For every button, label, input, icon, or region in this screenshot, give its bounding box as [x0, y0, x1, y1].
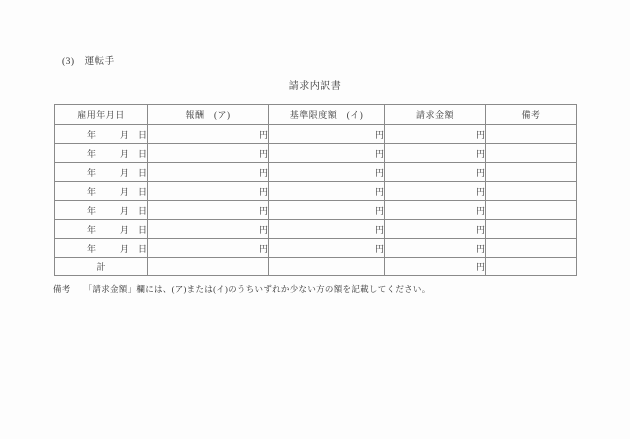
billing-amount-cell: 円: [385, 220, 486, 239]
standard-limit-cell: 円: [269, 182, 385, 201]
day-label: 日: [137, 224, 147, 235]
employment-date-cell: [55, 220, 148, 239]
employment-date-cell: [55, 239, 148, 258]
remarks-cell: [486, 239, 577, 258]
employment-date-cell: [55, 182, 148, 201]
employment-date-cell: [55, 163, 148, 182]
day-label: 日: [137, 129, 147, 140]
employment-date-cell: [55, 144, 148, 163]
section-label: (3) 運転手: [62, 57, 115, 67]
table-header-row: [55, 105, 577, 125]
standard-limit-cell: 円: [269, 163, 385, 182]
remarks-cell: [486, 182, 577, 201]
footnote: [53, 283, 431, 295]
table-row: [55, 144, 577, 163]
compensation-cell: 円: [148, 144, 269, 163]
compensation-cell: 円: [148, 220, 269, 239]
month-label: 月: [119, 148, 129, 159]
employment-date-cell: [55, 201, 148, 220]
table-row: [55, 125, 577, 144]
footnote-label: 備考: [53, 284, 71, 294]
footnote-text: 「請求金額」欄には、(ア)または(イ)のうちいずれか少ない方の額を記載してください。: [83, 284, 431, 294]
day-label: 日: [137, 167, 147, 178]
table-row: [55, 163, 577, 182]
month-label: 月: [119, 243, 129, 254]
day-label: 日: [137, 205, 147, 216]
billing-breakdown-table: [54, 104, 577, 276]
page-title: 請求内訳書: [288, 81, 342, 92]
compensation-cell: 円: [148, 182, 269, 201]
billing-amount-cell: 円: [385, 201, 486, 220]
day-label: 日: [137, 243, 147, 254]
year-label: 年: [86, 167, 96, 178]
year-label: 年: [86, 148, 96, 159]
month-label: 月: [119, 167, 129, 178]
year-label: 年: [86, 186, 96, 197]
total-label-cell: 計: [55, 258, 148, 276]
remarks-cell: [486, 201, 577, 220]
month-label: 月: [119, 205, 129, 216]
total-billing-amount-cell: 円: [385, 258, 486, 276]
month-label: 月: [119, 129, 129, 140]
compensation-cell: 円: [148, 125, 269, 144]
day-label: 日: [137, 186, 147, 197]
billing-amount-cell: 円: [385, 163, 486, 182]
table-row: [55, 220, 577, 239]
column-header-employment-date: 雇用年月日: [55, 105, 148, 125]
employment-date-cell: [55, 125, 148, 144]
remarks-cell: [486, 144, 577, 163]
column-header-standard-limit: 基準限度額 (イ): [269, 105, 385, 125]
remarks-cell: [486, 125, 577, 144]
column-header-billing-amount: 請求金額: [385, 105, 486, 125]
table-row: [55, 239, 577, 258]
remarks-cell: [486, 220, 577, 239]
year-label: 年: [86, 129, 96, 140]
compensation-cell: 円: [148, 239, 269, 258]
year-label: 年: [86, 243, 96, 254]
standard-limit-cell: 円: [269, 144, 385, 163]
compensation-cell: 円: [148, 163, 269, 182]
empty-cell: [269, 258, 385, 276]
day-label: 日: [137, 148, 147, 159]
table-total-row: [55, 258, 577, 276]
standard-limit-cell: 円: [269, 201, 385, 220]
column-header-compensation: 報酬 (ア): [148, 105, 269, 125]
empty-cell: [148, 258, 269, 276]
year-label: 年: [86, 224, 96, 235]
billing-amount-cell: 円: [385, 125, 486, 144]
standard-limit-cell: 円: [269, 125, 385, 144]
column-header-remarks: 備考: [486, 105, 577, 125]
month-label: 月: [119, 186, 129, 197]
year-label: 年: [86, 205, 96, 216]
standard-limit-cell: 円: [269, 220, 385, 239]
standard-limit-cell: 円: [269, 239, 385, 258]
month-label: 月: [119, 224, 129, 235]
remarks-cell: [486, 163, 577, 182]
billing-amount-cell: 円: [385, 144, 486, 163]
compensation-cell: 円: [148, 201, 269, 220]
remarks-cell: [486, 258, 577, 276]
billing-amount-cell: 円: [385, 182, 486, 201]
table-row: [55, 201, 577, 220]
table-row: [55, 182, 577, 201]
billing-amount-cell: 円: [385, 239, 486, 258]
